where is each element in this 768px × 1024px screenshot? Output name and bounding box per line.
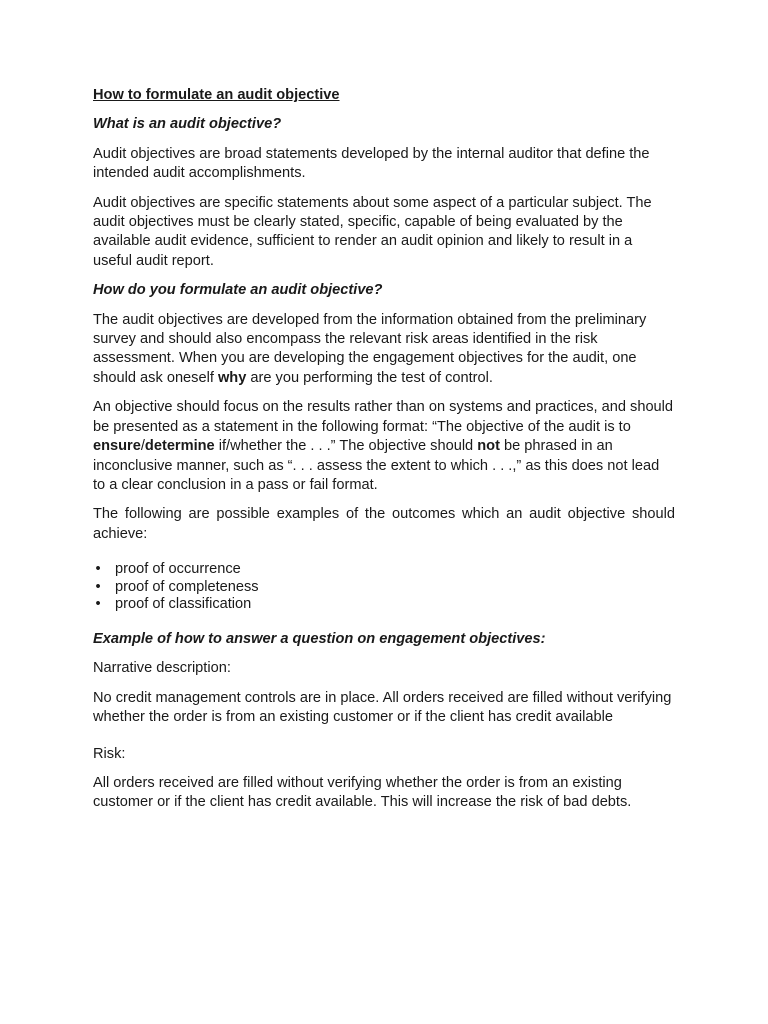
list-item-text: proof of occurrence	[115, 561, 241, 578]
bullet-icon: •	[95, 561, 101, 578]
document-title: How to formulate an audit objective	[93, 87, 340, 103]
list-item-text: proof of completeness	[115, 578, 259, 595]
risk-text: All orders received are filled without verifying whether the order is from an existing customer or if the client has credit available. This will increase the risk of bad debts.	[93, 774, 632, 811]
list-item	[93, 561, 675, 579]
narrative-text: No credit management controls are in place. All orders received are filled without verifying whether the order is from an existing customer or if the client has credit available	[93, 689, 672, 726]
list-item	[93, 596, 675, 614]
paragraph-outcomes-intro: The following are possible examples of the outcomes which an audit objective should achieve:	[93, 506, 675, 542]
section-heading-how-formulate: How do you formulate an audit objective?	[93, 282, 383, 299]
paragraph-developed-from	[93, 311, 675, 389]
paragraph-objective-format	[93, 398, 675, 495]
paragraph-definition: Audit objectives are broad statements developed by the internal auditor that define the intended audit accomplishments.	[93, 145, 650, 182]
text-run: The audit objectives are developed from the information obtained from the preliminary survey and should also encompass the relevant risk areas identified in the risk assessment. When you are developing the engagement objectives for the audit, one should ask oneself	[93, 311, 647, 386]
text-run: /	[140, 438, 145, 455]
section-heading-what-is: What is an audit objective?	[93, 116, 282, 133]
text-run: be phrased in an inconclusive manner, such as “. . . assess the extent to which . . .,” as this does not lead to a clear conclusion in a pass or fail format.	[93, 438, 660, 493]
bullet-icon: •	[95, 578, 101, 595]
text-run: are you performing the test of control.	[246, 369, 493, 386]
narrative-label: Narrative description:	[93, 660, 231, 677]
bullet-icon: •	[95, 596, 101, 613]
bold-why: why	[217, 369, 247, 386]
text-run: An objective should focus on the results rather than on systems and practices, and should be presented as a statement in the following format: “The objective of the audit is to	[93, 399, 674, 435]
text-run: if/whether the . . .” The objective should	[214, 438, 478, 455]
list-item	[93, 579, 675, 597]
bold-ensure: ensure	[93, 438, 141, 455]
outcomes-list	[93, 561, 675, 614]
document-page	[93, 86, 675, 823]
bold-determine: determine	[144, 438, 215, 455]
paragraph-specific-statements: Audit objectives are specific statements about some aspect of a particular subject. The audit objectives must be clearly stated, specific, capable of being evaluated by the available audit evidence, sufficient to render an audit opinion and likely to result in a useful audit report.	[93, 194, 652, 269]
risk-label: Risk:	[93, 745, 126, 762]
section-heading-example: Example of how to answer a question on engagement objectives:	[93, 630, 546, 647]
list-item-text: proof of classification	[115, 596, 252, 613]
bold-not: not	[477, 438, 500, 455]
